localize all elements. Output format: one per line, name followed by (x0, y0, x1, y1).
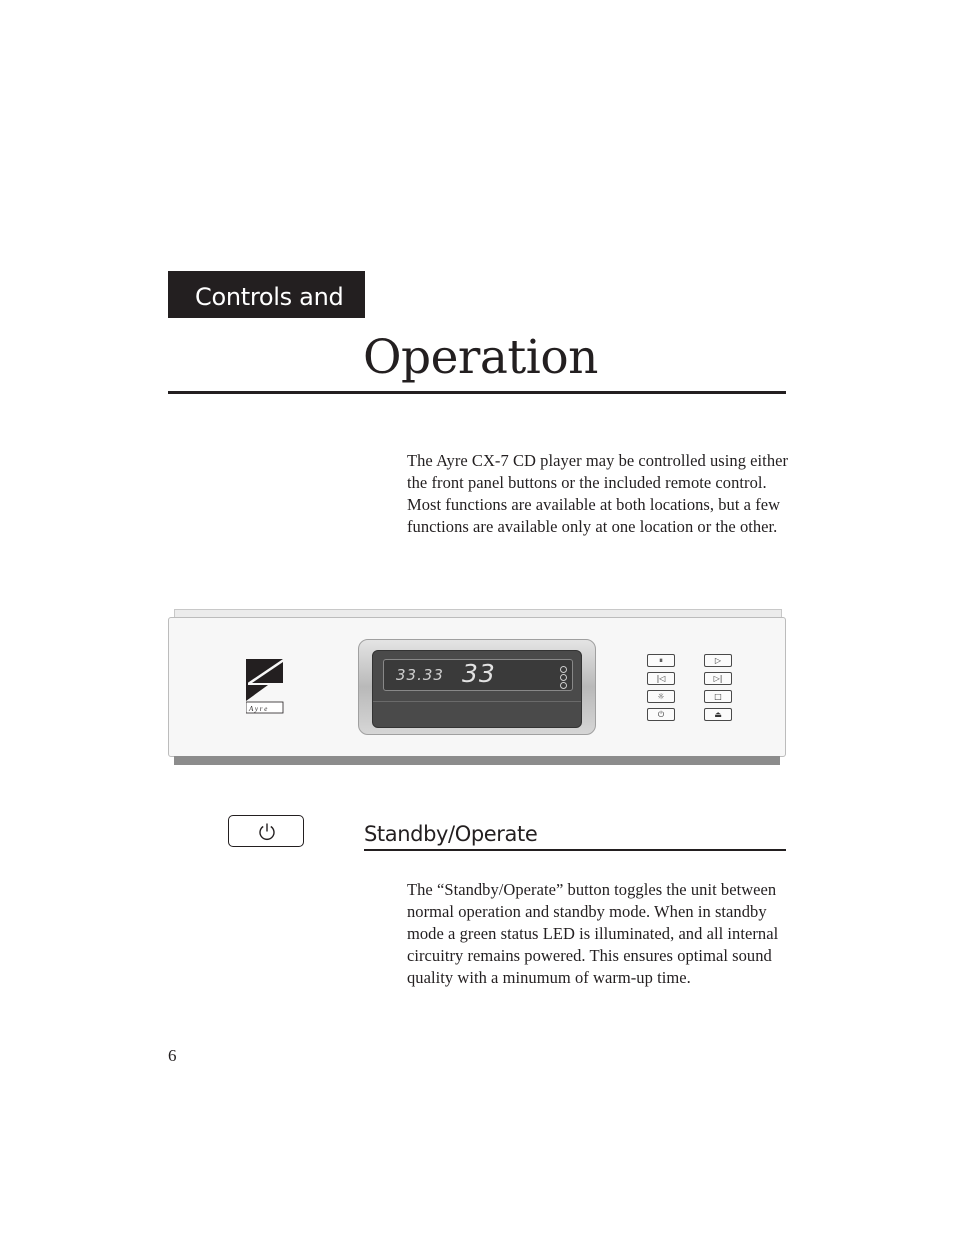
eject-button[interactable] (704, 708, 732, 721)
display-indicators (560, 666, 568, 688)
skip-forward-icon: ▷| (713, 674, 723, 683)
power-icon: ⏻ (657, 710, 665, 719)
section-divider (364, 849, 786, 851)
eject-icon: ⏏ (714, 710, 722, 719)
power-icon (257, 822, 277, 842)
play-button[interactable] (704, 654, 732, 667)
play-icon: ▷ (714, 656, 722, 665)
section-heading-standby: Standby/Operate (364, 822, 538, 846)
standby-panel-button[interactable] (647, 708, 675, 721)
stop-icon: □ (714, 692, 722, 701)
panel-base (174, 756, 780, 765)
standby-operate-button[interactable] (228, 815, 304, 847)
skip-back-icon: |◁ (656, 674, 666, 683)
intro-paragraph: The Ayre CX-7 CD player may be controlled using either the front panel buttons or the included remote control. Most functions are available at both locations, but a few functions are available only at one location or the other. (407, 451, 789, 536)
title-divider (168, 391, 786, 394)
indicator-led (560, 682, 567, 689)
section-tab-label: Controls and (195, 283, 344, 311)
sun-icon: ☼ (657, 692, 665, 701)
previous-track-button[interactable] (647, 672, 675, 685)
indicator-led (560, 666, 567, 673)
next-track-button[interactable] (704, 672, 732, 685)
logo-wordmark: A y r e (249, 705, 268, 713)
stop-button[interactable] (704, 690, 732, 703)
pause-button[interactable] (647, 654, 675, 667)
disc-tray-slot (373, 701, 581, 702)
ayre-logo-icon (246, 659, 284, 715)
display-window (372, 650, 582, 728)
pause-icon: ⏸ (659, 656, 663, 665)
standby-paragraph: The “Standby/Operate” button toggles the unit between normal operation and standby mode. When in standby mode a green status LED is illuminated, and all internal circuitry remains powered. This ensures optimal sound quality with a minumum of warm-up time. (407, 880, 779, 987)
cd-player-front-panel (168, 607, 786, 767)
display-time-readout: 33.33 (396, 666, 444, 684)
indicator-led (560, 674, 567, 681)
display-track-readout: 33 (462, 659, 496, 688)
page-title: Operation (363, 330, 598, 385)
display-bezel (358, 639, 596, 735)
display-brightness-button[interactable] (647, 690, 675, 703)
display-screen (383, 659, 573, 691)
page-number: 6 (168, 1046, 177, 1065)
section-tab (168, 271, 365, 318)
